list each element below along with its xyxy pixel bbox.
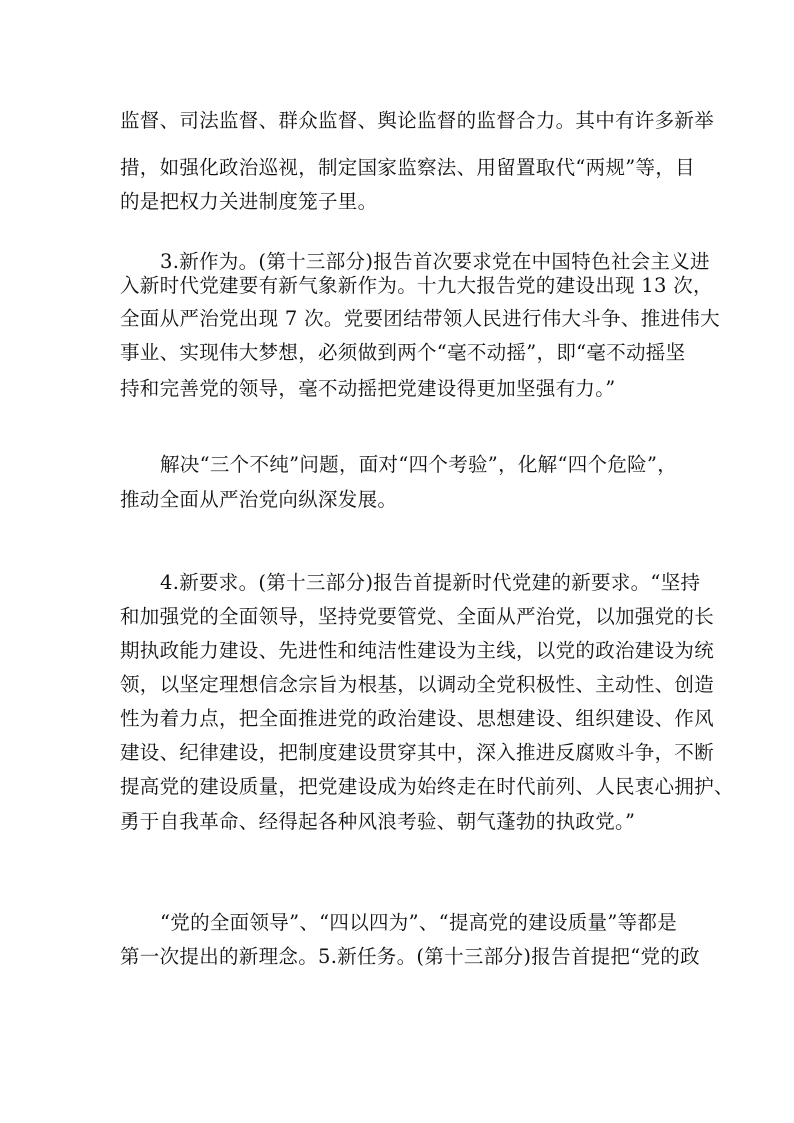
text-line: 第一次提出的新理念。5.新任务。(第十三部分)报告首提把“党的政 xyxy=(120,945,700,968)
text-line: 期执政能力建设、先进性和纯洁性建设为主线，以党的政治建设为统 xyxy=(120,639,715,662)
text-line: “党的全面领导”、“四以四为”、“提高党的建设质量”等都是 xyxy=(160,911,678,934)
text-line: 建设、纪律建设，把制度建设贯穿其中，深入推进反腐败斗争，不断 xyxy=(120,741,715,764)
text-line: 领，以坚定理想信念宗旨为根基，以调动全党积极性、主动性、创造 xyxy=(120,673,715,696)
text-line: 勇于自我革命、经得起各种风浪考验、朝气蓬勃的执政党。” xyxy=(120,810,636,833)
text-line: 措，如强化政治巡视，制定国家监察法、用留置取代“两规”等，目 xyxy=(120,156,695,179)
text-line: 持和完善党的领导，毫不动摇把党建设得更加坚强有力。” xyxy=(120,377,616,400)
text-line: 推动全面从严治党向纵深发展。 xyxy=(120,488,398,511)
text-line: 事业、实现伟大梦想，必须做到两个“毫不动摇”，即“毫不动摇坚 xyxy=(120,341,686,364)
text-line: 监督、司法监督、群众监督、舆论监督的监督合力。其中有许多新举 xyxy=(120,109,715,132)
text-line: 提高党的建设质量，把党建设成为始终走在时代前列、人民衷心拥护、 xyxy=(120,775,734,798)
text-line: 3.新作为。(第十三部分)报告首次要求党在中国特色社会主义进 xyxy=(160,250,710,273)
text-line: 和加强党的全面领导，坚持党要管党、全面从严治党，以加强党的长 xyxy=(120,605,715,628)
text-line: 性为着力点，把全面推进党的政治建设、思想建设、组织建设、作风 xyxy=(120,707,715,730)
text-line: 全面从严治党出现 7 次。党要团结带领人民进行伟大斗争、推进伟大 xyxy=(120,307,720,330)
text-line: 入新时代党建要有新气象新作为。十九大报告党的建设出现 13 次， xyxy=(120,274,713,297)
text-line: 4.新要求。(第十三部分)报告首提新时代党建的新要求。“坚持 xyxy=(160,571,701,594)
text-line: 解决“三个不纯”问题，面对“四个考验”，化解“四个危险”， xyxy=(160,453,678,476)
text-line: 的是把权力关进制度笼子里。 xyxy=(120,190,378,213)
